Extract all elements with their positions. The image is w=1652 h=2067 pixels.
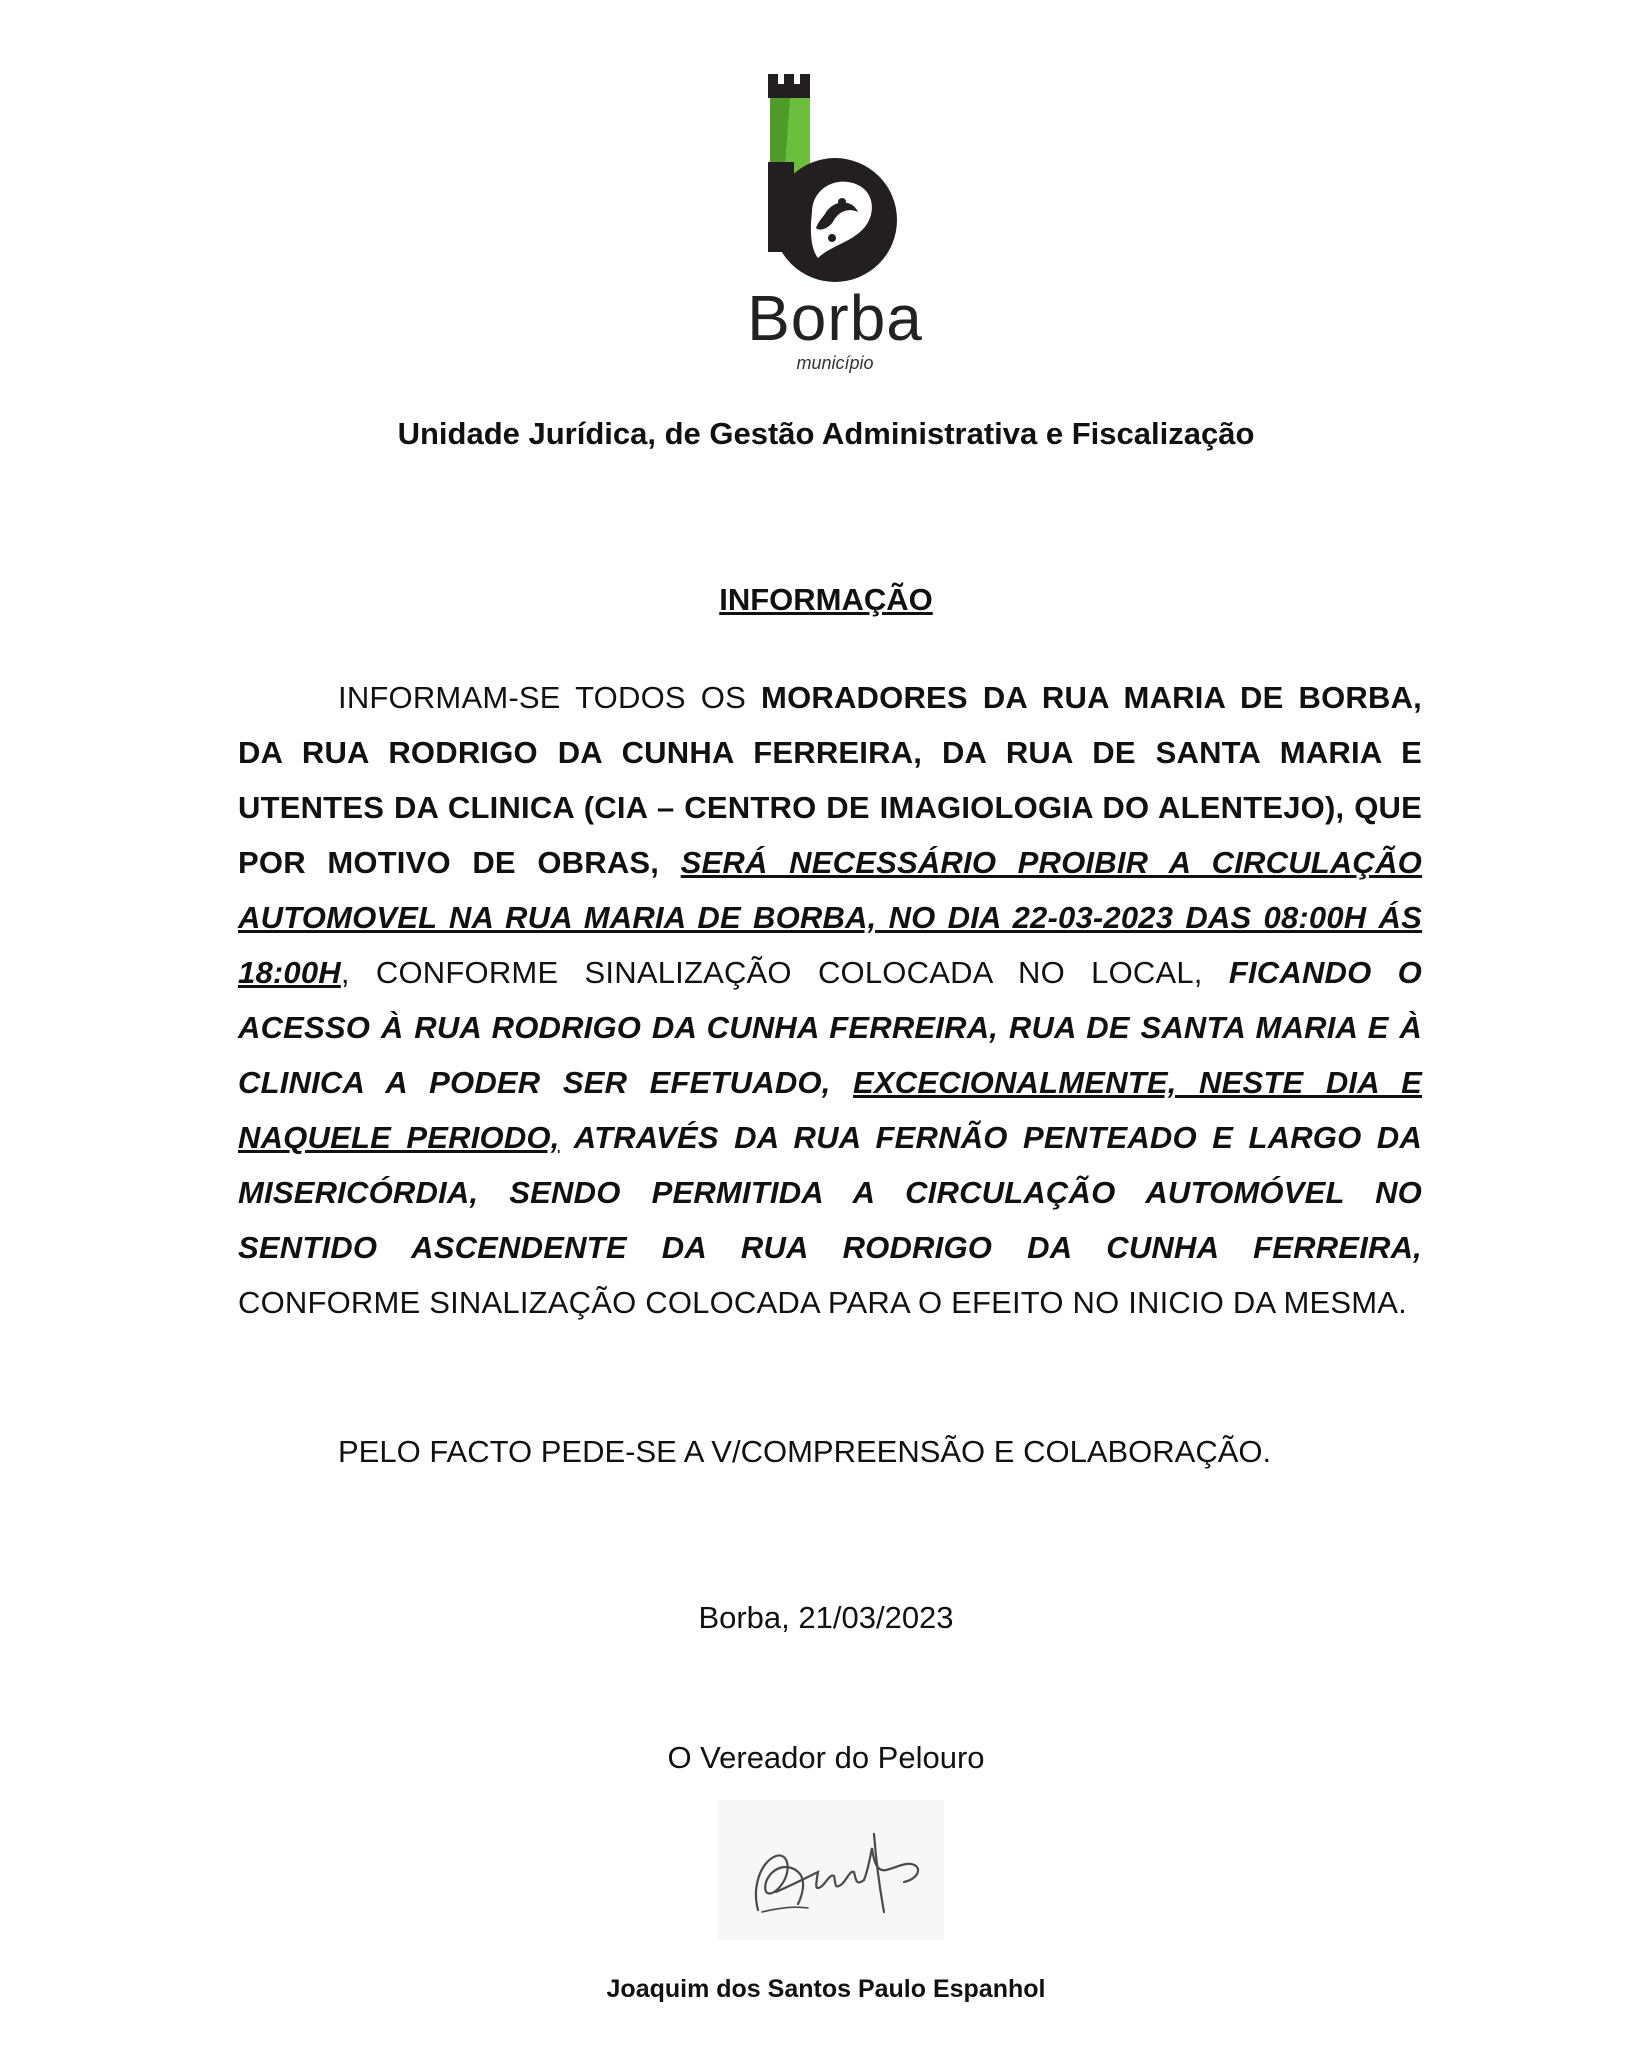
- body-addressees: MORADORES DA RUA MARIA DE BORBA, DA RUA RODRIGO DA CUNHA FERREIRA, DA RUA DE SANTA MARIA E UTENTES DA CLINICA (CIA – CENTRO DE IMAGIOLOGIA DO ALENTEJO), QUE POR MOTIVO DE OBRAS,: [238, 680, 1422, 880]
- place-date: Borba, 21/03/2023: [698, 1600, 954, 1635]
- body-restriction: SERÁ NECESSÁRIO PROIBIR A CIRCULAÇÃO AUTOMOVEL NA RUA MARIA DE BORBA, NO DIA 22-03-2023 DAS 08:00H ÁS 18:00H: [238, 845, 1422, 990]
- body-intro: INFORMAM-SE TODOS OS: [338, 680, 762, 715]
- department-heading: Unidade Jurídica, de Gestão Administrativa e Fiscalização: [397, 416, 1255, 451]
- body-signage: , CONFORME SINALIZAÇÃO COLOCADA NO LOCAL,: [340, 955, 1229, 990]
- signer-role: O Vereador do Pelouro: [667, 1740, 985, 1775]
- notice-body: [238, 670, 1422, 1330]
- body-exception: EXCECIONALMENTE, NESTE DIA E NAQUELE PERIODO,: [238, 1065, 1422, 1155]
- municipal-logo-icon: [740, 62, 930, 286]
- closing-request: PELO FACTO PEDE-SE A V/COMPREENSÃO E COLABORAÇÃO.: [338, 1434, 1272, 1469]
- signer-name: Joaquim dos Santos Paulo Espanhol: [606, 1975, 1046, 2003]
- logo-wordmark: Borba: [747, 282, 923, 354]
- logo-subtitle: município: [796, 353, 874, 373]
- document-title: INFORMAÇÃO: [719, 582, 933, 617]
- handwritten-signature: [718, 1800, 944, 1940]
- municipal-logo: [740, 62, 930, 382]
- body-access: FICANDO O ACESSO À RUA RODRIGO DA CUNHA FERREIRA, RUA DE SANTA MARIA E À CLINICA A PODER SER EFETUADO,: [238, 955, 1422, 1100]
- body-route: ATRAVÉS DA RUA FERNÃO PENTEADO E LARGO DA MISERICÓRDIA, SENDO PERMITIDA A CIRCULAÇÃO AUTOMÓVEL NO SENTIDO ASCENDENTE DA RUA RODRIGO DA CUNHA FERREIRA,: [238, 1120, 1422, 1265]
- body-ending: CONFORME SINALIZAÇÃO COLOCADA PARA O EFEITO NO INICIO DA MESMA.: [238, 1285, 1407, 1320]
